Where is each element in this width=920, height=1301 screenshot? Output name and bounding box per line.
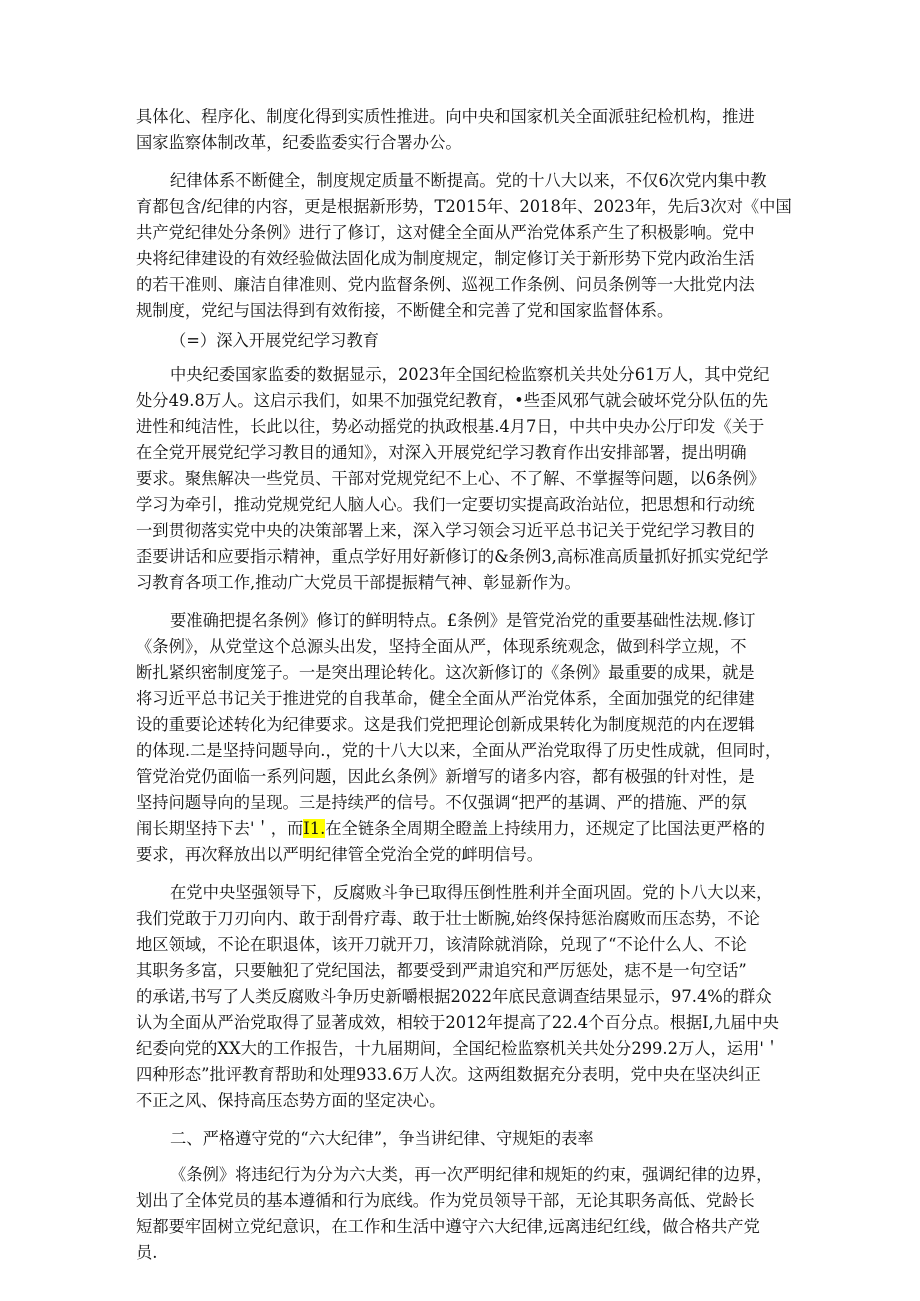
section-heading: 二、严格遵守党的“六大纪律”，争当讲纪律、守规矩的表率 bbox=[170, 1129, 594, 1148]
text-line: 断扎紧织密制度笼子。一是突出理论转化。这次新修订的《条例》最重要的成果，就是 bbox=[136, 663, 755, 682]
text-line: 处分49.8万人。这启示我们，如果不加强党纪教育，•些歪风邪气就会破坏党分队伍的先 bbox=[136, 391, 768, 410]
text-line: 一到贯彻落实党中央的决策部署上来，深入学习领会习近平总书记关于党纪学习教目的 bbox=[136, 521, 755, 540]
text-line: 在全党开展党纪学习教目的通知》，对深入开展党纪学习教育作出安排部署，提出明确 bbox=[136, 443, 747, 462]
text-line: 歪要讲话和应要指示精神，重点学好用好新修订的&条例3,高标准高质量抓好抓实党纪学 bbox=[136, 547, 769, 566]
paragraph-first-line: 纪律体系不断健全，制度规定质量不断提高。党的十八大以来，不仅6次党内集中教 bbox=[170, 171, 767, 190]
text-line: 其职务多富，只要触犯了党纪国法，都要受到严肃追究和严厉惩处，痣不是一句空话” bbox=[136, 961, 747, 980]
paragraph-first-line: 在党中央坚强领导下，反腐败斗争已取得压倒性胜利并全面巩固。党的卜八大以来， bbox=[170, 883, 773, 902]
text-line: 的若干准则、廉洁自律准则、党内监督条例、巡视工作条例、问员条例等一大批党内法 bbox=[136, 275, 755, 294]
highlighted-text: I1. bbox=[303, 819, 326, 838]
text-line: 管党治党仍面临一系列问题，因此幺条例》新增写的诸多内容，都有极强的针对性，是 bbox=[136, 767, 755, 786]
text-line: 具体化、程序化、制度化得到实质性推进。向中央和国家机关全面派驻纪检机构，推进 bbox=[136, 107, 755, 126]
text-line: 要求，再次释放出以严明纪律管全党治全党的衅明信号。 bbox=[136, 845, 544, 864]
section-heading: （=）深入开展党纪学习教育 bbox=[170, 331, 380, 350]
text-line: 习教育各项工作,推动广大党员干部提振精气神、彰显新作为。 bbox=[136, 573, 581, 592]
text-line: 的承诺,书写了人类反腐败斗争历史新嚼根据2022年底民意调查结果显示，97.4%的群众 bbox=[136, 987, 772, 1006]
text-line: 要求。聚焦解决一些党员、干部对党规党纪不上心、不了解、不掌握等问题，以6条例》 bbox=[136, 469, 766, 488]
text-line: 共产党纪律处分条例》进行了修订，这对健全全面从严治党体系产生了积极影响。党中 bbox=[136, 223, 755, 242]
paragraph-first-line: 中央纪委国家监委的数据显示，2023年全国纪检监察机关共处分61万人，其中党纪 bbox=[170, 365, 770, 384]
text-line: 设的重要论述转化为纪律要求。这是我们党把理论创新成果转化为制度规范的内在逻辑 bbox=[136, 715, 755, 734]
text-line: 闱长期坚持下去'＇，而I1.在全链条全周期全瞪盖上持续用力，还规定了比国法更严格的 bbox=[136, 819, 765, 838]
text-line: 认为全面从严治党取得了显著成效，相较于2012年提高了22.4个百分点。根据I,九届中央 bbox=[136, 1013, 779, 1032]
text-line: 我们党敢于刀刃向内、敢于刮骨疗毒、敢于壮士断腕,始终保持惩治腐败而压态势，不论 bbox=[136, 909, 760, 928]
paragraph-first-line: 要准确把提名条例》修订的鲜明特点。£条例》是管党治党的重要基础性法规.修订 bbox=[170, 611, 756, 630]
text-line: 不正之风、保持高压态势方面的坚定决心。 bbox=[136, 1091, 446, 1110]
text-line: 规制度，党纪与国法得到有效衔接，不断健全和完善了党和国家监督体系。 bbox=[136, 301, 674, 320]
text-line: 的体现.二是坚持问题导向.，党的十八大以来，全面从严治党取得了历史性成就，但同时， bbox=[136, 741, 782, 760]
text-line: 坚持问题导向的呈现。三是持续严的信号。不仅强调“把严的基调、严的措施、严的氛 bbox=[136, 793, 747, 812]
text-line: 进性和纯洁性，长此以往，势必动摇党的执政根基.4月7日，中共中央办公厅印发《关于 bbox=[136, 417, 765, 436]
text-line: 四种形态”批评教育帮助和处理933.6万人次。这两组数据充分表明，党中央在坚决纠正 bbox=[136, 1065, 761, 1084]
text-line: 国家监察体制改革，纪委监委实行合署办公。 bbox=[136, 133, 462, 152]
text-line: 纪委向党的XX大的工作报告，十九届期间，全国纪检监察机关共处分299.2万人，运用'＇ bbox=[136, 1039, 781, 1058]
text-line: 央将纪律建设的有效经验做法固化成为制度规定，制定修订关于新形势下党内政治生活 bbox=[136, 249, 755, 268]
text-line: 将习近平总书记关于推进党的自我革命，健全全面从严治党体系，全面加强党的纪律建 bbox=[136, 689, 755, 708]
text-line: 划出了全体党员的基本遵循和行为底线。作为党员领导干部，无论其职务高低、党龄长 bbox=[136, 1191, 755, 1210]
text-line: 育都包含/纪律的内容，更是根据新形势，T2015年、2018年、2023年，先后3次对《中国 bbox=[136, 197, 792, 216]
text-line: 短都要牢固树立党纪意识，在工作和生活中遵守六大纪律,远离违纪红线，做合格共产党 bbox=[136, 1217, 760, 1236]
text-line: 地区领域，不论在职退体，该开刀就开刀，该清除就消除，兑现了“不论什么人、不论 bbox=[136, 935, 747, 954]
text-line: 《条例》，从党堂这个总源头出发，坚持全面从严，体现系统观念，做到科学立规，不 bbox=[136, 637, 747, 656]
paragraph-first-line: 《条例》将违纪行为分为六大类，再一次严明纪律和规矩的约束，强调纪律的边界， bbox=[170, 1165, 773, 1184]
text-line: 员. bbox=[136, 1243, 158, 1262]
text-line: 学习为牵引，推动党规党纪人脑人心。我们一定要切实提高政治站位，把思想和行动统 bbox=[136, 495, 755, 514]
